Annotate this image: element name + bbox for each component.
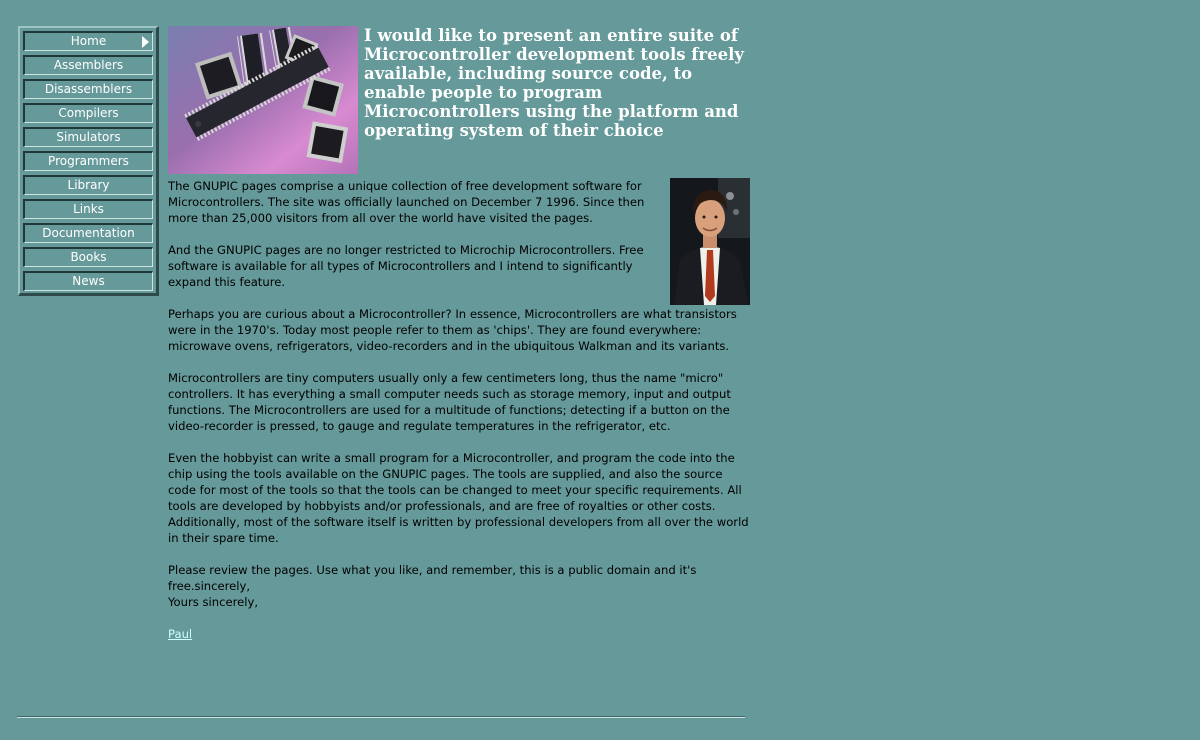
- nav-books-button[interactable]: Books: [23, 247, 153, 267]
- nav-compilers-button[interactable]: Compilers: [23, 103, 153, 123]
- review-paragraph: Please review the pages. Use what you like, and remember, this is a public domain and it's free.sincerely,: [168, 563, 697, 593]
- intro-headline: I would like to present an entire suite of Microcontroller development tools freely available, including source code, to enable people to program Microcontrollers using the platform and operating system of their choice: [364, 26, 744, 140]
- nav-library-button[interactable]: Library: [23, 175, 153, 195]
- hobbyist-paragraph: Even the hobbyist can write a small program for a Microcontroller, and program the code into the chip using the tools available on the GNUPIC pages. The tools are supplied, and also the source code for most of the tools so that the tools can be changed to meet your specific requirements. All tools are developed by hobbyists and/or professionals, and are free of royalties or other costs. Additionally, most of the software itself is written by professional developers from all over the world in their spare time.: [168, 451, 749, 545]
- nav-programmers-button[interactable]: Programmers: [23, 151, 153, 171]
- nav-disassemblers-button[interactable]: Disassemblers: [23, 79, 153, 99]
- main-content: [168, 178, 753, 642]
- nav-links-button[interactable]: Links: [23, 199, 153, 219]
- scope-paragraph: And the GNUPIC pages are no longer restricted to Microchip Microcontrollers. Free software is available for all types of Microcontrollers and I intend to significantly expand this feature.: [168, 243, 644, 289]
- nav-home-label: Home: [70, 34, 107, 48]
- bottom-divider: [17, 716, 745, 718]
- nav-assemblers-button[interactable]: Assemblers: [23, 55, 153, 75]
- curiosity-paragraph: Perhaps you are curious about a Microcontroller? In essence, Microcontrollers are what transistors were in the 1970's. Today most people refer to them as 'chips'. They are found everywhere: microwave ovens, refrigerators, video-recorders and in the ubiquitous Walkman and its variants.: [168, 307, 737, 353]
- signature-link[interactable]: Paul: [168, 627, 193, 641]
- current-page-arrow-icon: [142, 36, 149, 48]
- nav-news-button[interactable]: News: [23, 271, 153, 291]
- microcontroller-chips-image: [168, 26, 358, 174]
- nav-documentation-button[interactable]: Documentation: [23, 223, 153, 243]
- main-nav: [18, 26, 159, 296]
- definition-paragraph: Microcontrollers are tiny computers usually only a few centimeters long, thus the name "micro" controllers. It has everything a small computer needs such as storage memory, input and output functions. The Microcontrollers are used for a multitude of functions; detecting if a button on the video-recorder is pressed, to gauge and regulate temperatures in the refrigerator, etc.: [168, 371, 731, 433]
- nav-simulators-button[interactable]: Simulators: [23, 127, 153, 147]
- intro-paragraph: The GNUPIC pages comprise a unique collection of free development software for Microcontrollers. The site was officially launched on December 7 1996. Since then more than 25,000 visitors from all over the world have visited the pages.: [168, 179, 645, 225]
- nav-home-button[interactable]: [23, 31, 153, 51]
- closing-text: Yours sincerely,: [168, 595, 259, 609]
